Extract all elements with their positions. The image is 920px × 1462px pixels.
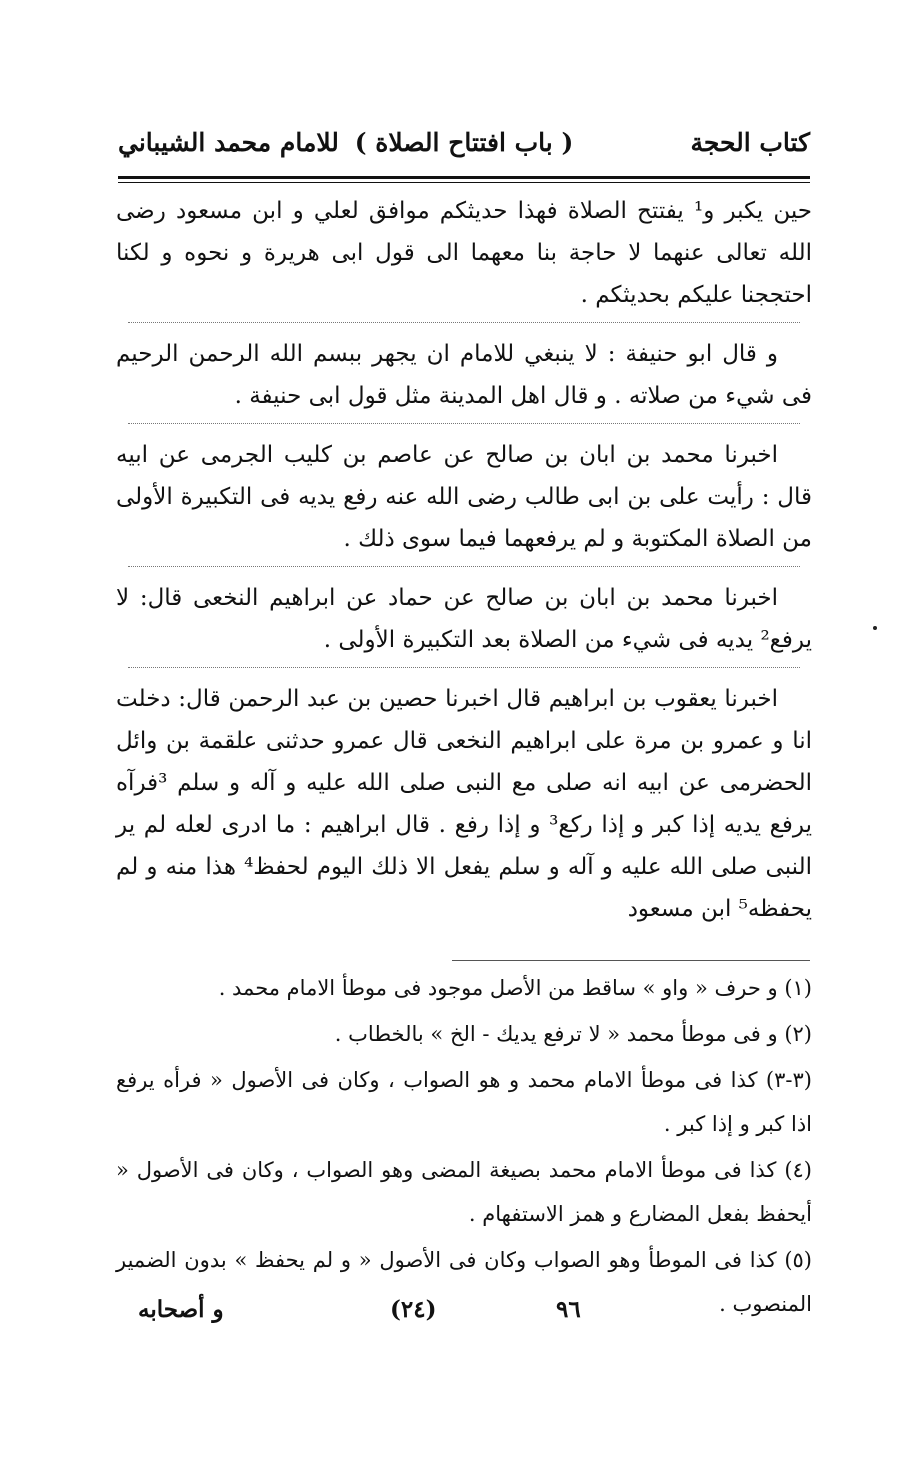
header-rule-thick <box>118 176 810 179</box>
paragraph-hadith-ali: اخبرنا محمد بن ابان بن صالح عن عاصم بن كليب الجرمى عن ابيه قال : رأيت على بن ابى طالب رضى الله عنه رفع يديه فى التكبيرة الأولى من الصلاة المكتوبة و لم يرفعهما فيما سوى ذلك . <box>116 442 812 552</box>
header-rule-thin <box>118 182 810 183</box>
footnote-5: (٥) كذا فى الموطأ وهو الصواب وكان فى الأصول « و لم يحفظ » بدون الضمير المنصوب . <box>116 1248 812 1316</box>
paragraph-hadith-nakhai: اخبرنا محمد بن ابان بن صالح عن حماد عن ابراهيم النخعى قال: لا يرفع² يديه فى شيء من الصلاة بعد التكبيرة الأولى . <box>116 585 812 653</box>
paragraph-separator <box>128 423 800 426</box>
paragraph-separator <box>128 566 800 569</box>
paragraph-abu-hanifa: و قال ابو حنيفة : لا ينبغي للامام ان يجهر ببسم الله الرحمن الرحيم فى شيء من صلاته . و قال اهل المدينة مثل قول ابى حنيفة . <box>116 341 812 409</box>
paragraph-separator <box>128 322 800 325</box>
book-title: كتاب الحجة <box>690 128 810 157</box>
author-name: للامام محمد الشيباني <box>118 128 339 157</box>
page-footer <box>116 1296 812 1332</box>
paragraph-hadith-yaqub: اخبرنا يعقوب بن ابراهيم قال اخبرنا حصين بن عبد الرحمن قال: دخلت انا و عمرو بن مرة على ابراهيم النخعى قال عمرو حدثنى علقمة بن وائل الحضرمى عن ابيه انه صلى مع النبى صلى الله عليه و آله و سلم ³فرآه يرفع يديه إذا كبر و إذا ركع³ و إذا رفع . قال ابراهيم : ما ادرى لعله لم ير النبى صلى الله عليه و آله و سلم يفعل الا ذلك اليوم لحفظ⁴ هذا منه و لم يحفظه⁵ ابن مسعود <box>116 686 812 922</box>
paragraph-separator <box>128 667 800 670</box>
signature-mark: (٢٤) <box>390 1296 437 1323</box>
margin-dot <box>873 626 877 630</box>
footnote-2: (٢) و فى موطأ محمد « لا ترفع يديك - الخ » بالخطاب . <box>334 1022 812 1046</box>
footnote-3: (٣-٣) كذا فى موطأ الامام محمد و هو الصواب ، وكان فى الأصول « فرأه يرفع اذا كبر و إذا كبر . <box>116 1068 812 1136</box>
catchword: و أصحابه <box>138 1296 224 1323</box>
footnotes <box>116 966 812 1328</box>
chapter-title: ( باب افتتاح الصلاة ) <box>354 128 574 157</box>
page-number: ٩٦ <box>556 1296 581 1323</box>
paragraph-continuation: حين يكبر و¹ يفتتح الصلاة فهذا حديثكم موافق لعلي و ابن مسعود رضى الله تعالى عنهما لا حاجة بنا معهما الى قول ابى هريرة و نحوه و لكنا احتججنا عليكم بحديثكم . <box>116 198 812 308</box>
main-text <box>116 190 812 930</box>
running-header <box>118 128 810 176</box>
footnote-rule <box>452 960 810 961</box>
footnote-1: (١) و حرف « واو » ساقط من الأصل موجود فى موطأ الامام محمد . <box>218 976 812 1000</box>
footnote-4: (٤) كذا فى موطأ الامام محمد بصيغة المضى وهو الصواب ، وكان فى الأصول « أيحفظ بفعل المضارع و همز الاستفهام . <box>116 1158 812 1226</box>
